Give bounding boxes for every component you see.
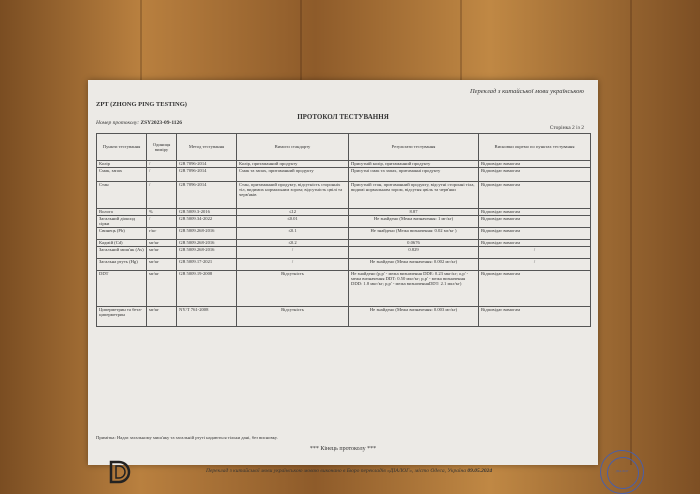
table-cell: GB 5009.3-2016	[177, 209, 237, 216]
table-cell: Присутній стан, притаманний продукту, відсутні сторонні тіла, видимі нормальним зором, відсутня цвіль та черв'яки	[349, 182, 479, 209]
stamp-inner-ring	[607, 457, 639, 489]
table-cell: Відповідає вимогам	[479, 240, 591, 247]
protocol-title: ПРОТОКОЛ ТЕСТУВАННЯ	[297, 113, 389, 121]
table-cell: DDT	[97, 271, 147, 307]
table-cell: GB 5009.268-2016	[177, 228, 237, 240]
official-stamp	[600, 450, 644, 494]
table-cell: мг/кг	[147, 259, 177, 271]
table-row	[97, 161, 591, 168]
table-cell: Не знайдено (p,p' - межа визначення DDE: 0.23 мкг/кг; o,p' - межа визначення DDT: 0.50 мкг/кг; p,p' - межа визначення DDD: 1.8 мкг/кг; p,p' - межа визначенняDDT: 2.1 мкг/кг)	[349, 271, 479, 307]
protocol-number	[96, 120, 182, 126]
table-cell: Волога	[97, 209, 147, 216]
page-number: Сторінка 2 із 2	[549, 125, 584, 131]
document-page	[88, 80, 629, 474]
table-cell: Відповідає вимогам	[479, 228, 591, 240]
translator-note	[206, 468, 492, 474]
header-cell: Одиниця виміру	[147, 134, 177, 161]
table-cell: /	[147, 216, 177, 228]
table-cell: Присутні смак та запах, притаманні продукту	[349, 168, 479, 182]
table-row	[97, 307, 591, 327]
table-cell: Відповідає вимогам	[479, 307, 591, 327]
table-cell: Відповідає вимогам	[479, 271, 591, 307]
header-cell: Вимоги стандарту	[237, 134, 349, 161]
test-results-table	[96, 133, 591, 327]
table-cell: /	[479, 247, 591, 259]
translation-header-note: Переклад з китайської мови українською	[469, 88, 584, 95]
table-cell: GB 5009.19-2008	[177, 271, 237, 307]
table-cell: Загальна ртуть (Hg)	[97, 259, 147, 271]
table-cell: Відповідає вимогам	[479, 168, 591, 182]
table-footnote: Примітка: Надає загальному миш'яку та загальній ртуті надаються тільки дані, без висновку.	[96, 435, 278, 440]
table-cell: Смак та запах, притаманний продукту	[237, 168, 349, 182]
table-cell: Циперметрин та бета-циперметрин	[97, 307, 147, 327]
table-cell: мг/кг	[147, 271, 177, 307]
table-cell: GB 5009.268-2016	[177, 247, 237, 259]
table-cell: GB 7096-2014	[177, 168, 237, 182]
translation-bureau-logo-icon	[108, 460, 132, 484]
header-cell: Висновки окремо по пунктах тестування	[479, 134, 591, 161]
table-cell: ≤0.2	[237, 240, 349, 247]
protocol-number-label: Номер протоколу:	[96, 120, 140, 126]
table-cell: Відповідає вимогам	[479, 161, 591, 168]
table-cell: 8.87	[349, 209, 479, 216]
table-cell: Відсутність	[237, 307, 349, 327]
table-cell: /	[147, 168, 177, 182]
table-cell: г/кг	[147, 228, 177, 240]
table-row	[97, 240, 591, 247]
table-cell: Не знайдено (Межа визначення: 1 мг/кг)	[349, 216, 479, 228]
table-cell: ≤0.1	[237, 228, 349, 240]
table-cell: мг/кг	[147, 307, 177, 327]
table-cell: Не знайдено (Межа визначення: 0.003 мг/кг)	[349, 307, 479, 327]
table-cell: Колір	[97, 161, 147, 168]
table-row	[97, 209, 591, 216]
table-cell: мг/кг	[147, 240, 177, 247]
table-cell: ≤12	[237, 209, 349, 216]
table-cell: GB 5009.34-2022	[177, 216, 237, 228]
table-cell: GB 5009.268-2016	[177, 240, 237, 247]
table-cell: %	[147, 209, 177, 216]
table-cell: Свинець (Pb)	[97, 228, 147, 240]
table-cell: Смак, запах	[97, 168, 147, 182]
table-row	[97, 228, 591, 240]
table-cell: Відповідає вимогам	[479, 209, 591, 216]
stamp-text: ДІАЛОГ	[615, 469, 629, 473]
table-row	[97, 182, 591, 209]
protocol-number-value: ZSY2023-09-1126	[140, 120, 183, 126]
table-row	[97, 271, 591, 307]
table-cell: /	[237, 247, 349, 259]
header-cell: Пункти тестування	[97, 134, 147, 161]
table-row	[97, 216, 591, 228]
table-row	[97, 247, 591, 259]
table-cell: Колір, притаманний продукту	[237, 161, 349, 168]
table-cell: /	[147, 182, 177, 209]
table-cell: Присутній колір, притаманний продукту	[349, 161, 479, 168]
table-cell: мг/кг	[147, 247, 177, 259]
table-cell: Не знайдено (Межа визначення: 0.02 мг/кг )	[349, 228, 479, 240]
table-cell: /	[147, 161, 177, 168]
company-name: ZPT (ZHONG PING TESTING)	[96, 101, 187, 108]
table-cell: ≤0.01	[237, 216, 349, 228]
translator-note-text: Переклад з китайської мови українською мовою виконано в Бюро перекладів «ДІАЛОГ», місто Одеса, Україна	[206, 468, 466, 474]
table-cell: Стан	[97, 182, 147, 209]
table-row	[97, 259, 591, 271]
table-cell: Кадмій (Cd)	[97, 240, 147, 247]
header-cell: Результати тестування	[349, 134, 479, 161]
translation-date: 09.05.2024	[467, 468, 493, 474]
header-cell: Метод тестування	[177, 134, 237, 161]
table-cell: GB 7096-2014	[177, 161, 237, 168]
table-cell: Загальний миш'як (As)	[97, 247, 147, 259]
table-cell: GB 7096-2014	[177, 182, 237, 209]
table-cell: Відповідає вимогам	[479, 182, 591, 209]
table-cell: Стан, притаманний продукту, відсутність сторонніх тіл, видимих нормальним зором; відсутність цвілі та черв'яків	[237, 182, 349, 209]
table-cell: NY/T 761-2008	[177, 307, 237, 327]
table-cell: Відповідає вимогам	[479, 216, 591, 228]
table-cell: Не знайдено (Межа визначення: 0.002 мг/кг)	[349, 259, 479, 271]
table-cell: /	[479, 259, 591, 271]
table-cell: 0.829	[349, 247, 479, 259]
table-cell: /	[237, 259, 349, 271]
table-cell: GB 5009.17-2021	[177, 259, 237, 271]
table-cell: Відсутність	[237, 271, 349, 307]
table-header-row	[97, 134, 591, 161]
table-cell: 0.0676	[349, 240, 479, 247]
table-cell: Загальний діоксид сірки	[97, 216, 147, 228]
end-of-protocol: *** Кінець протоколу ***	[309, 446, 377, 452]
table-row	[97, 168, 591, 182]
